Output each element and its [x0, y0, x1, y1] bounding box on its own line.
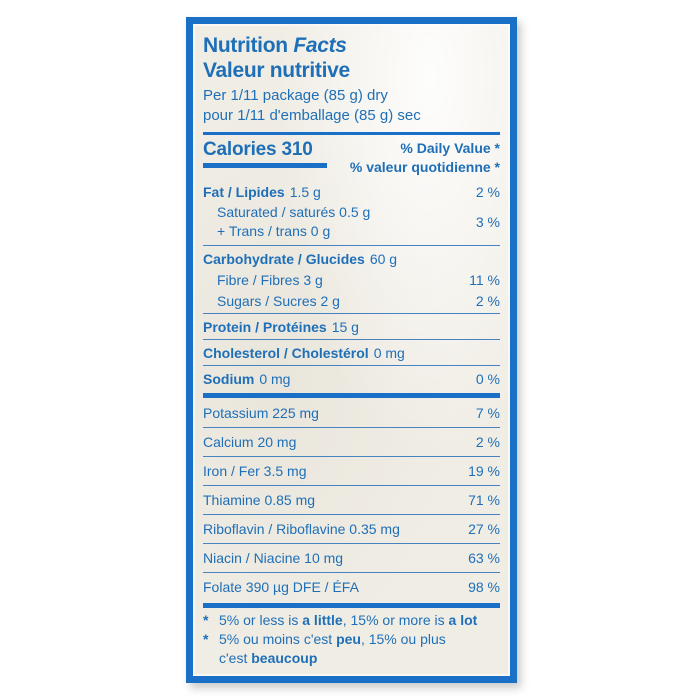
- footnote-en-bold2: a lot: [448, 612, 478, 628]
- title-en-word2: Facts: [293, 34, 347, 57]
- calories-underline: [203, 163, 327, 168]
- row-separator: [203, 543, 500, 544]
- footnote-fr-bold1: peu: [336, 631, 361, 647]
- nutrient-row-thiamine: [203, 488, 500, 512]
- daily-value-pct: [494, 318, 500, 336]
- calories-value: Calories 310: [203, 139, 313, 160]
- nutrient-name: Carbohydrate / Glucides: [203, 250, 365, 267]
- asterisk-icon: *: [203, 631, 209, 647]
- nutrient-name: Niacin / Niacine 10 mg: [203, 550, 344, 566]
- row-separator: [203, 456, 500, 457]
- daily-value-pct: 98 %: [468, 579, 500, 595]
- title-en: [203, 33, 500, 58]
- title-en-word1: Nutrition: [203, 34, 288, 57]
- nutrient-row-niacin: [203, 546, 500, 570]
- daily-value-pct: 2 %: [475, 434, 500, 450]
- nutrient-row-potassium: [203, 401, 500, 425]
- nutrient-amount: 15 g: [331, 318, 359, 335]
- daily-value-pct: 7 %: [475, 405, 500, 421]
- row-separator: [203, 365, 500, 366]
- nutrient-row-folate: [203, 575, 500, 599]
- nutrient-row-carbohydrate: [203, 248, 500, 269]
- footnote-fr-text: 5% ou moins c'est: [219, 631, 337, 647]
- daily-value-pct: 27 %: [468, 521, 500, 537]
- footnote-en-bold1: a little: [302, 612, 343, 628]
- nutrient-trans: + Trans / trans 0 g: [217, 223, 331, 239]
- daily-value-pct: 11 %: [469, 271, 500, 288]
- daily-value-pct: [494, 344, 500, 362]
- serving-size-en: Per 1/11 package (85 g) dry: [203, 87, 388, 104]
- serving-size-fr: pour 1/11 d'emballage (85 g) sec: [203, 107, 421, 124]
- daily-value-pct: [494, 250, 500, 268]
- nutrient-name: Iron / Fer 3.5 mg: [203, 463, 307, 479]
- row-separator: [203, 485, 500, 486]
- nutrient-name: Thiamine 0.85 mg: [203, 492, 316, 508]
- row-separator: [203, 313, 500, 314]
- footnote-fr-text3: c'est: [219, 650, 252, 666]
- footnote-fr: [203, 630, 500, 668]
- footnote-fr-bold2: beaucoup: [251, 650, 318, 666]
- nutrient-name: Calcium 20 mg: [203, 434, 297, 450]
- daily-value-pct: 19 %: [468, 463, 500, 479]
- nutrient-name: Potassium 225 mg: [203, 405, 319, 421]
- section-bar: [203, 603, 500, 608]
- daily-value-header-fr: % valeur quotidienne *: [349, 159, 500, 175]
- daily-value-pct: 0 %: [475, 370, 500, 387]
- nutrient-amount: 0 mg: [373, 344, 405, 361]
- nutrient-row-iron: [203, 459, 500, 483]
- nutrient-row-protein: [203, 316, 500, 337]
- nutrient-row-sodium: [203, 368, 500, 389]
- nutrient-row-cholesterol: [203, 342, 500, 363]
- asterisk-icon: *: [203, 612, 209, 628]
- nutrient-amount: 0 mg: [259, 370, 291, 387]
- nutrient-name: Fat / Lipides: [203, 183, 285, 200]
- footnote-en-text: 5% or less is: [219, 612, 303, 628]
- row-separator: [203, 514, 500, 515]
- row-separator: [203, 572, 500, 573]
- daily-value-pct: 2 %: [475, 183, 500, 200]
- daily-value-pct: 63 %: [468, 550, 500, 566]
- title-fr: Valeur nutritive: [203, 59, 350, 82]
- nutrient-amount: 1.5 g: [289, 183, 321, 200]
- nutrient-name: Sodium: [203, 370, 255, 387]
- daily-value-header-en: % Daily Value *: [400, 140, 500, 156]
- nutrient-amount: 60 g: [369, 250, 398, 267]
- row-separator: [203, 245, 500, 246]
- calories-block: [203, 139, 500, 177]
- nutrient-name: Folate 390 µg DFE / ÉFA: [203, 579, 359, 595]
- nutrient-saturated: Saturated / saturés 0.5 g: [217, 204, 371, 220]
- daily-value-pct: 3 %: [475, 214, 500, 230]
- footnote-en: [203, 611, 500, 630]
- section-bar: [203, 393, 500, 398]
- nutrition-facts-label: [186, 17, 517, 683]
- nutrient-name: Riboflavin / Riboflavine 0.35 mg: [203, 521, 400, 537]
- nutrient-row-sugars: [203, 290, 500, 311]
- nutrient-name: Sugars / Sucres 2 g: [217, 292, 340, 309]
- footnote-en-text2: , 15% or more is: [342, 612, 449, 628]
- nutrient-row-calcium: [203, 430, 500, 454]
- daily-value-pct: 2 %: [475, 292, 500, 309]
- footnote-block: [203, 611, 500, 668]
- daily-value-pct: 71 %: [468, 492, 500, 508]
- footnote-fr-text2: , 15% ou plus: [360, 631, 446, 647]
- nutrient-row-saturated-trans: [203, 202, 500, 243]
- row-separator: [203, 339, 500, 340]
- nutrient-row-fibre: [203, 269, 500, 290]
- nutrient-name: Cholesterol / Cholestérol: [203, 344, 369, 361]
- nutrient-name: Fibre / Fibres 3 g: [217, 271, 323, 288]
- nutrient-name: Protein / Protéines: [203, 318, 327, 335]
- header-separator: [203, 132, 500, 135]
- nutrient-row-riboflavin: [203, 517, 500, 541]
- nutrient-row-fat: [203, 181, 500, 202]
- row-separator: [203, 427, 500, 428]
